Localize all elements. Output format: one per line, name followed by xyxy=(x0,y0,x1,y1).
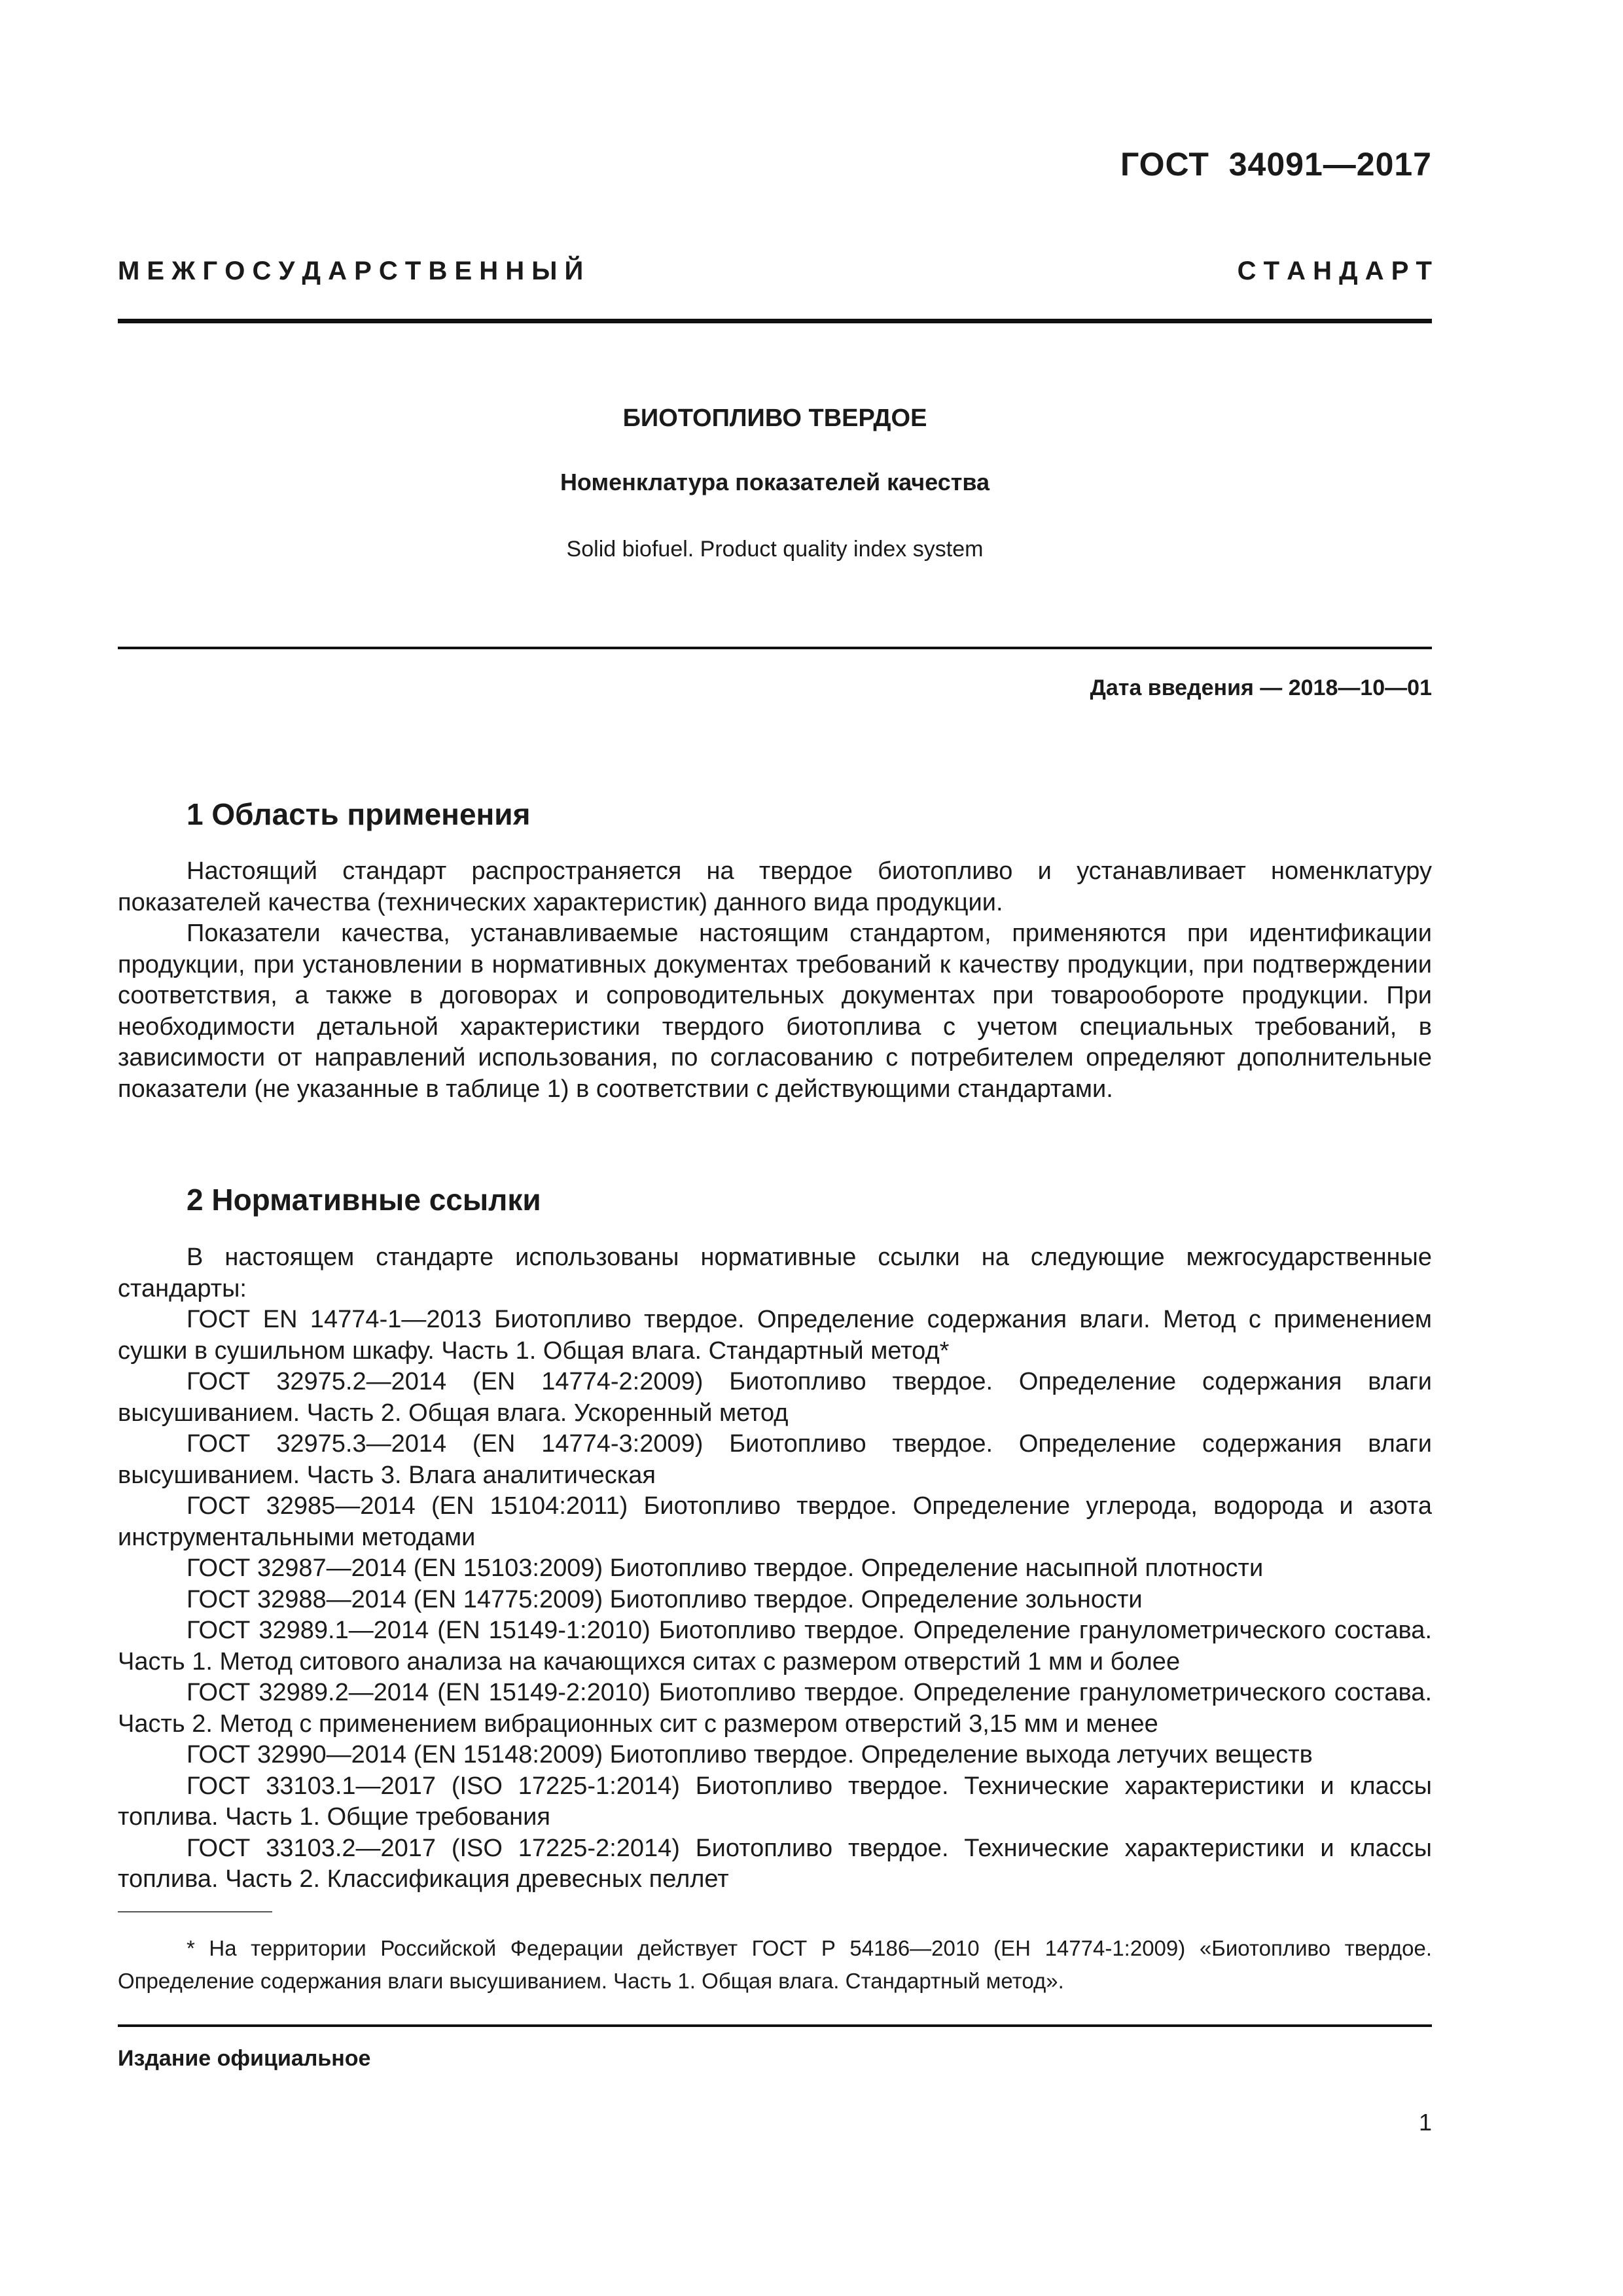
section-heading-references: 2 Нормативные ссылки xyxy=(187,1183,541,1217)
footnote-separator xyxy=(118,1911,272,1912)
title-divider xyxy=(118,647,1432,649)
document-title: БИОТОПЛИВО ТВЕРДОЕ xyxy=(622,404,927,432)
reference-entry: ГОСТ 32975.2—2014 (EN 14774-2:2009) Биотопливо твердое. Определение содержания влаги высушиванием. Часть 2. Общая влага. Ускоренный метод xyxy=(118,1368,1432,1427)
footnote: * На территории Российской Федерации действует ГОСТ Р 54186—2010 (ЕН 14774-1:2009) «Биотопливо твердое. Определение содержания влаги высушиванием. Часть 1. Общая влага. Стандартный метод». xyxy=(118,1936,1432,1993)
reference-entry: ГОСТ 32990—2014 (EN 15148:2009) Биотопливо твердое. Определение выхода летучих веществ xyxy=(187,1741,1313,1768)
section-heading-scope: 1 Область применения xyxy=(187,797,531,831)
reference-entry: ГОСТ 32987—2014 (EN 15103:2009) Биотопливо твердое. Определение насыпной плотности xyxy=(187,1554,1264,1582)
reference-entry: ГОСТ 32975.3—2014 (EN 14774-3:2009) Биотопливо твердое. Определение содержания влаги высушиванием. Часть 3. Влага аналитическая xyxy=(118,1430,1432,1489)
reference-entry: ГОСТ 33103.1—2017 (ISO 17225-1:2014) Биотопливо твердое. Технические характеристики и классы топлива. Часть 1. Общие требования xyxy=(118,1772,1432,1831)
section-body-references xyxy=(118,1242,1432,1895)
document-subtitle: Номенклатура показателей качества xyxy=(560,469,990,495)
document-title-english: Solid biofuel. Product quality index system xyxy=(566,537,984,562)
reference-entry: ГОСТ 32989.2—2014 (EN 15149-2:2010) Биотопливо твердое. Определение гранулометрического состава. Часть 2. Метод с применением вибрационных сит с размером отверстий 3,15 мм и менее xyxy=(118,1679,1432,1738)
header-divider xyxy=(118,319,1432,323)
document-number: ГОСТ 34091—2017 xyxy=(1120,146,1432,183)
reference-entry: ГОСТ 32985—2014 (EN 15104:2011) Биотопливо твердое. Определение углерода, водорода и азота инструментальными методами xyxy=(118,1492,1432,1551)
page-number: 1 xyxy=(1418,2109,1432,2136)
introduction-date: Дата введения — 2018—10—01 xyxy=(1090,675,1432,700)
standard-type-word-interstate: М Е Ж Г О С У Д А Р С Т В Е Н Н Ы Й xyxy=(118,257,584,285)
reference-entry: ГОСТ 32989.1—2014 (EN 15149-1:2010) Биотопливо твердое. Определение гранулометрического состава. Часть 1. Метод ситового анализа на качающихся ситах с размером отверстий 1 мм и более xyxy=(118,1617,1432,1676)
footer-divider xyxy=(118,2024,1432,2027)
paragraph: Показатели качества, устанавливаемые настоящим стандартом, применяются при идентификации продукции, при установлении в нормативных документах требований к качеству продукции, при подтверждении соответствия, а также в договорах и сопроводительных документах при товарообороте продукции. При необходимости детальной характеристики твердого биотоплива с учетом специальных требований, в зависимости от направлений использования, по согласованию с потребителем определяют дополнительные показатели (не указанные в таблице 1) в соответствии с действующими стандартами. xyxy=(118,920,1432,1103)
reference-entry: ГОСТ 32988—2014 (EN 14775:2009) Биотопливо твердое. Определение зольности xyxy=(187,1585,1143,1613)
edition-label: Издание официальное xyxy=(118,2046,371,2071)
reference-entry: ГОСТ 33103.2—2017 (ISO 17225-2:2014) Биотопливо твердое. Технические характеристики и классы топлива. Часть 2. Классификация древесных пеллет xyxy=(118,1834,1432,1893)
paragraph: В настоящем стандарте использованы нормативные ссылки на следующие межгосударственные стандарты: xyxy=(118,1244,1432,1302)
section-body-scope xyxy=(118,856,1432,1105)
paragraph: Настоящий стандарт распространяется на твердое биотопливо и устанавливает номенклатуру показателей качества (технических характеристик) данного вида продукции. xyxy=(118,857,1432,916)
reference-entry: ГОСТ EN 14774-1—2013 Биотопливо твердое. Определение содержания влаги. Метод с применением сушки в сушильном шкафу. Часть 1. Общая влага. Стандартный метод* xyxy=(118,1306,1432,1365)
standard-type-banner xyxy=(118,257,1432,286)
standard-type-word-standard: С Т А Н Д А Р Т xyxy=(1237,257,1432,285)
